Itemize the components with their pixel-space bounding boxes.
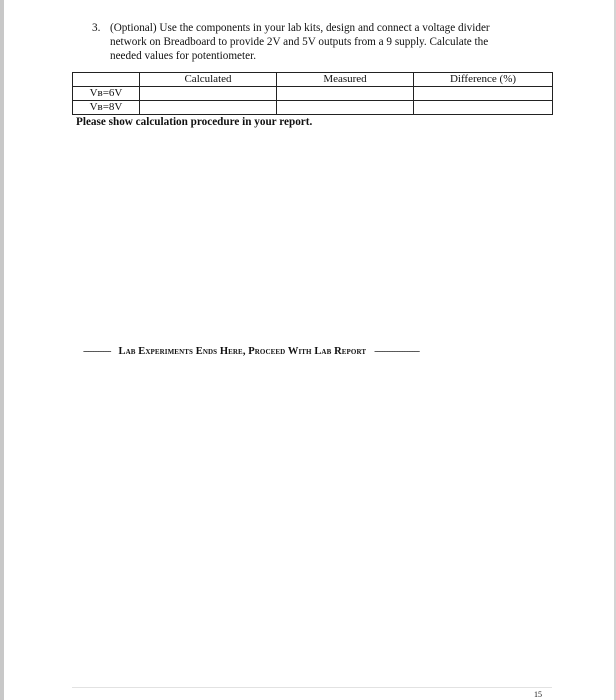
table-row — [73, 87, 553, 101]
dash-line-right: ------------------ — [374, 346, 420, 357]
table-header-cell: Measured — [277, 73, 414, 87]
page-number: 15 — [534, 690, 542, 699]
table-row-label: Vʙ=6V — [73, 87, 140, 101]
results-table — [72, 72, 553, 115]
table-cell-measured[interactable] — [277, 101, 414, 115]
table-row-label: Vʙ=8V — [73, 101, 140, 115]
question-line: needed values for potentiometer. — [110, 50, 257, 62]
table-cell-calculated[interactable] — [140, 87, 277, 101]
question-line: network on Breadboard to provide 2V and 5V outputs from a 9 supply. Calculate the — [110, 36, 489, 48]
table-header-row — [73, 73, 553, 87]
table-header-cell — [73, 73, 140, 87]
table-cell-calculated[interactable] — [140, 101, 277, 115]
table-cell-measured[interactable] — [277, 87, 414, 101]
section-end-text: Lab Experiments Ends Here, Proceed With Lab Report — [118, 346, 367, 357]
page-left-edge — [0, 0, 4, 700]
calculation-note: Please show calculation procedure in your report. — [76, 116, 313, 128]
section-end-banner — [83, 346, 513, 357]
table-header-cell: Difference (%) — [414, 73, 553, 87]
dash-line-left: ----------- — [83, 346, 111, 357]
table-cell-difference[interactable] — [414, 87, 553, 101]
question-text — [110, 21, 532, 63]
question-number: 3. — [92, 22, 101, 34]
table-header-cell: Calculated — [140, 73, 277, 87]
table-cell-difference[interactable] — [414, 101, 553, 115]
table-row — [73, 101, 553, 115]
footer-divider — [72, 687, 552, 688]
question-line: (Optional) Use the components in your lab kits, design and connect a voltage divider — [110, 22, 490, 34]
